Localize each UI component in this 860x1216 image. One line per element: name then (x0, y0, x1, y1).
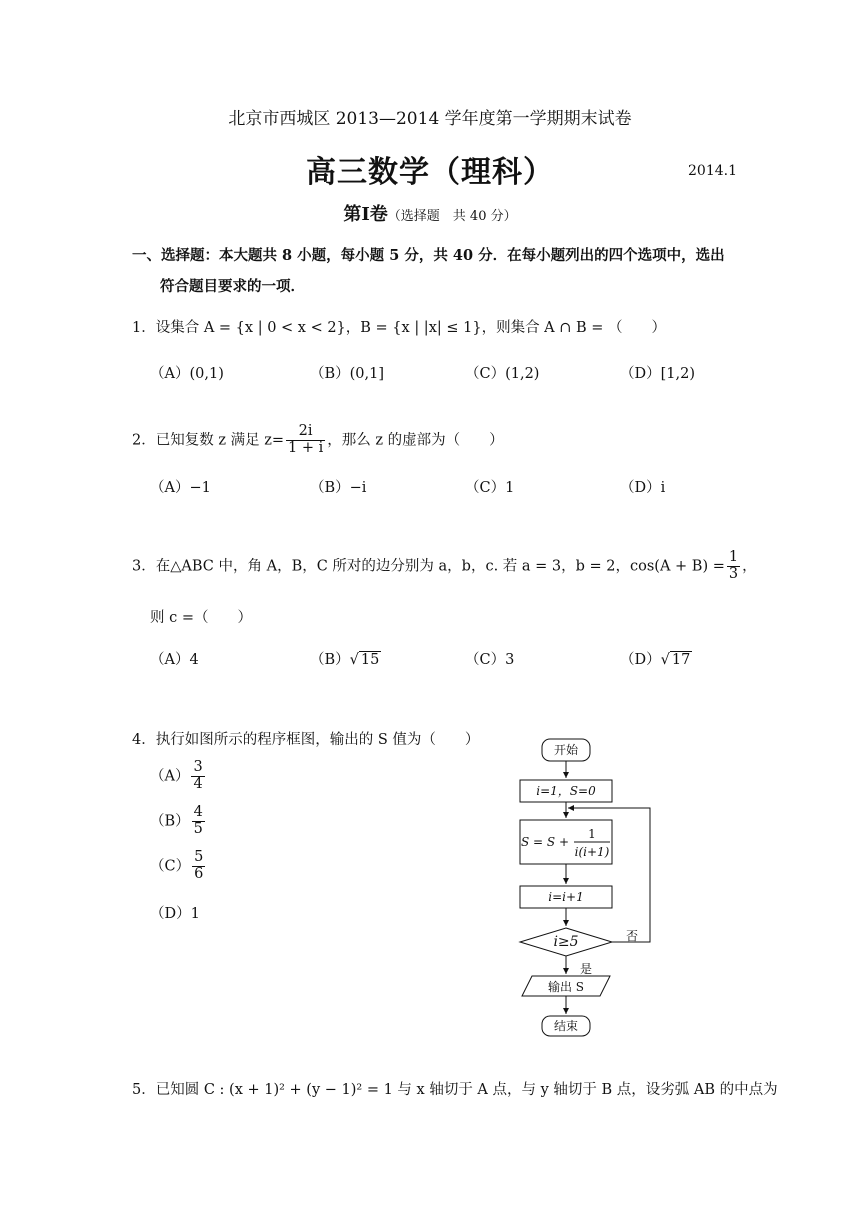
flowchart-increment-label: i=i+1 (548, 890, 584, 904)
main-title: 高三数学（理科） (306, 155, 554, 190)
option-b: （B）(0,1] (310, 366, 385, 382)
flowchart-yes-label: 是 (579, 962, 593, 976)
flowchart-end-label: 结束 (553, 1019, 579, 1033)
option-c: （C）1 (465, 480, 515, 496)
fraction-numerator: 5 (194, 849, 204, 865)
option-d: （D）1 (150, 906, 200, 922)
fraction (192, 805, 205, 838)
question-stem: 执行如图所示的程序框图，输出的 S 值为（ ） (155, 732, 480, 748)
option-a (150, 760, 207, 793)
sqrt-value: 17 (671, 652, 691, 668)
question-stem-before: 在△ABC 中，角 A，B，C 所对的边分别为 a，b，c. 若 a = 3，b = 2，cos(A + B) = (155, 558, 725, 575)
option-label: （D） (620, 652, 661, 668)
question-5 (132, 1078, 778, 1099)
flowchart-loop-back (568, 808, 650, 942)
fraction (192, 850, 205, 883)
flowchart-update-s-numerator: 1 (588, 827, 596, 841)
sqrt-sign: √ (349, 652, 359, 668)
option-b: （B）−i (310, 480, 367, 496)
option-d: （D）[1,2) (620, 366, 695, 382)
option-a: （A）4 (150, 652, 199, 668)
volume-label: 第Ⅰ卷 (343, 204, 388, 225)
option-label: （B） (310, 652, 350, 668)
volume-heading (0, 200, 860, 226)
option-label: （A） (150, 768, 190, 785)
option-d (620, 648, 692, 669)
fraction-numerator: 2i (286, 424, 325, 441)
question-3-line2: 则 c =（ ） (150, 610, 252, 626)
section-instruction-line1: 一、选择题：本大题共 8 小题，每小题 5 分，共 40 分．在每小题列出的四个选项中，选出 (132, 247, 725, 264)
option-c: （C）(1,2) (465, 366, 540, 382)
flowchart-update-s-denominator: i(i+1) (574, 845, 610, 859)
option-label: （B） (150, 813, 190, 830)
question-number: 3． (132, 558, 156, 575)
fraction (286, 424, 325, 457)
question-stem-after: ，那么 z 的虚部为（ ） (327, 432, 504, 449)
fraction-denominator: 6 (194, 865, 204, 882)
fraction (191, 760, 204, 793)
option-d: （D）i (620, 480, 666, 496)
flowchart-init-label: i=1，S=0 (536, 784, 596, 798)
option-label: （C） (150, 858, 191, 875)
fraction-numerator: 3 (193, 759, 203, 775)
question-stem-after: ， (742, 558, 757, 575)
volume-subtitle: （选择题 共 40 分） (387, 209, 517, 224)
question-1 (132, 316, 666, 337)
flowchart-condition-label: i≥5 (553, 934, 579, 950)
option-c (150, 850, 207, 883)
question-stem: 设集合 A = {x | 0 < x < 2}，B = {x | |x| ≤ 1}，则集合 A ∩ B = （ ） (155, 320, 667, 336)
question-4 (132, 728, 479, 749)
question-number: 5． (132, 1082, 156, 1098)
question-stem-before: 已知复数 z 满足 z= (155, 432, 284, 449)
exam-date: 2014.1 (688, 163, 737, 179)
flowchart-update-s-label: S = S + (521, 835, 569, 849)
section-instruction-line2: 符合题目要求的一项． (160, 278, 305, 295)
flowchart-output-label: 输出 S (547, 980, 585, 994)
question-2 (132, 424, 504, 457)
fraction-denominator: 5 (193, 820, 203, 837)
fraction-denominator: 1 + i (288, 439, 324, 456)
sqrt-sign: √ (660, 652, 670, 668)
question-number: 1． (132, 320, 156, 336)
flowchart-no-label: 否 (625, 929, 639, 943)
question-stem: 已知圆 C : (x + 1)² + (y − 1)² = 1 与 x 轴切于 A 点，与 y 轴切于 B 点，设劣弧 AB 的中点为 (155, 1082, 778, 1098)
exam-title: 北京市西城区 2013—2014 学年度第一学期期末试卷 (228, 109, 632, 129)
option-a: （A）−1 (150, 480, 211, 496)
sqrt-value: 15 (360, 652, 380, 668)
option-b (310, 648, 381, 669)
fraction-denominator: 3 (728, 565, 739, 582)
fraction-denominator: 4 (193, 775, 203, 792)
option-a: （A）(0,1) (150, 366, 224, 382)
fraction-numerator: 4 (193, 804, 203, 820)
fraction (727, 550, 740, 583)
question-number: 4． (132, 732, 156, 748)
option-b (150, 805, 207, 838)
option-c: （C）3 (465, 652, 515, 668)
fraction-numerator: 1 (728, 549, 739, 565)
question-3 (132, 550, 757, 583)
question-number: 2． (132, 432, 156, 449)
flowchart (500, 732, 680, 1042)
flowchart-start-label: 开始 (553, 743, 579, 757)
